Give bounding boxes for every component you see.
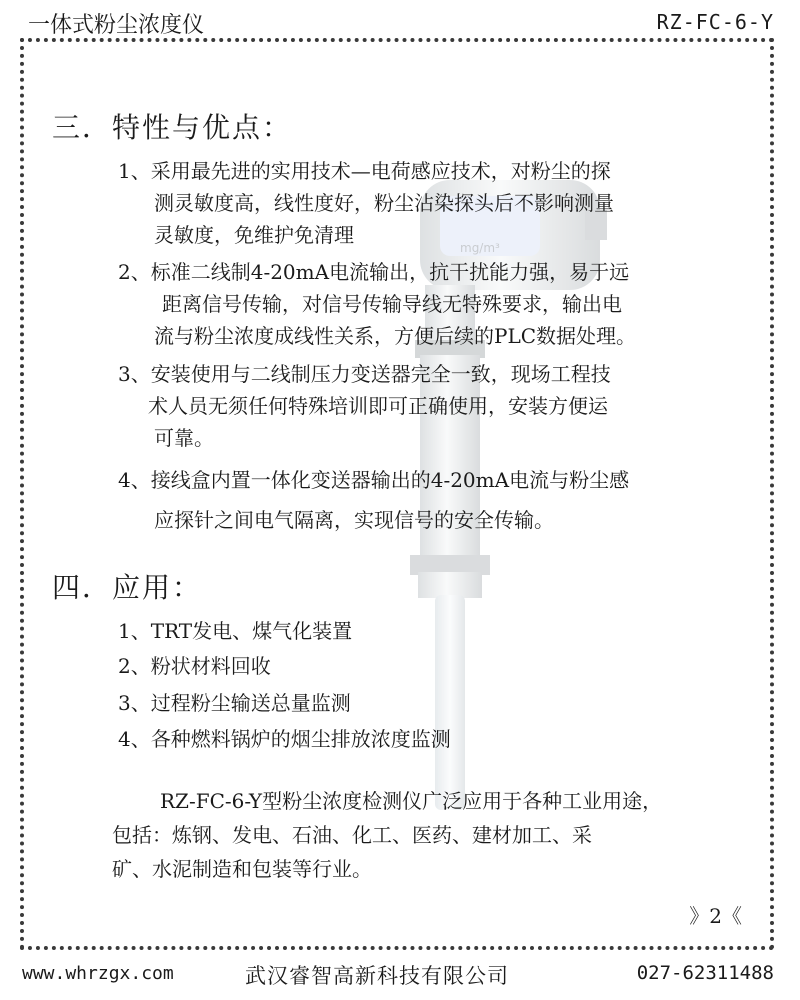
footer-website: www.whrzgx.com [22,963,174,984]
feature-item-4 [118,460,629,540]
feature-3-line-1: 3、安装使用与二线制压力变送器完全一致，现场工程技 [118,362,611,386]
application-item-4: 4、各种燃料锅炉的烟尘排放浓度监测 [118,727,451,751]
feature-1-line-1: 1、采用最先进的实用技术—电荷感应技术，对粉尘的探 [118,159,611,183]
summary-line-1: RZ-FC-6-Y型粉尘浓度检测仪广泛应用于各种工业用途， [160,789,663,813]
feature-item-2 [118,256,636,352]
feature-4-line-1: 4、接线盒内置一体化变送器输出的4-20mA电流与粉尘感 [118,468,630,492]
feature-2-line-1: 2、标准二线制4-20mA电流输出，抗干扰能力强，易于远 [118,260,630,284]
summary-line-3: 矿、水泥制造和包装等行业。 [112,857,372,881]
model-number: RZ-FC-6-Y [656,10,774,34]
section-features-title: 三．特性与优点： [52,111,293,144]
page-number: 》2《 [689,904,742,928]
document-title: 一体式粉尘浓度仪 [28,13,205,38]
feature-2-line-2: 距离信号传输，对信号传输导线无特殊要求，输出电 [162,292,622,316]
summary-line-2: 包括：炼钢、发电、石油、化工、医药、建材加工、采 [112,823,592,847]
application-item-3: 3、过程粉尘输送总量监测 [118,691,351,715]
summary-paragraph [112,784,662,886]
footer-company: 武汉睿智高新科技有限公司 [245,964,509,988]
feature-2-line-3: 流与粉尘浓度成线性关系，方便后续的PLC数据处理。 [154,324,637,348]
feature-item-3 [118,358,611,454]
footer-phone: 027-62311488 [636,962,774,984]
feature-4-line-2: 应探针之间电气隔离，实现信号的安全传输。 [154,508,554,532]
feature-3-line-3: 可靠。 [154,426,214,450]
application-item-2: 2、粉状材料回收 [118,654,271,678]
display-unit-label: mg/m³ [460,241,500,255]
feature-1-line-2: 测灵敏度高，线性度好，粉尘沾染探头后不影响测量 [154,191,614,215]
feature-3-line-2: 术人员无须任何特殊培训即可正确使用，安装方便运 [148,394,608,418]
feature-item-1 [118,155,614,251]
feature-1-line-3: 灵敏度，免维护免清理 [154,223,354,247]
section-applications-title: 四．应用： [52,571,203,604]
application-item-1: 1、TRT发电、煤气化装置 [118,619,353,643]
